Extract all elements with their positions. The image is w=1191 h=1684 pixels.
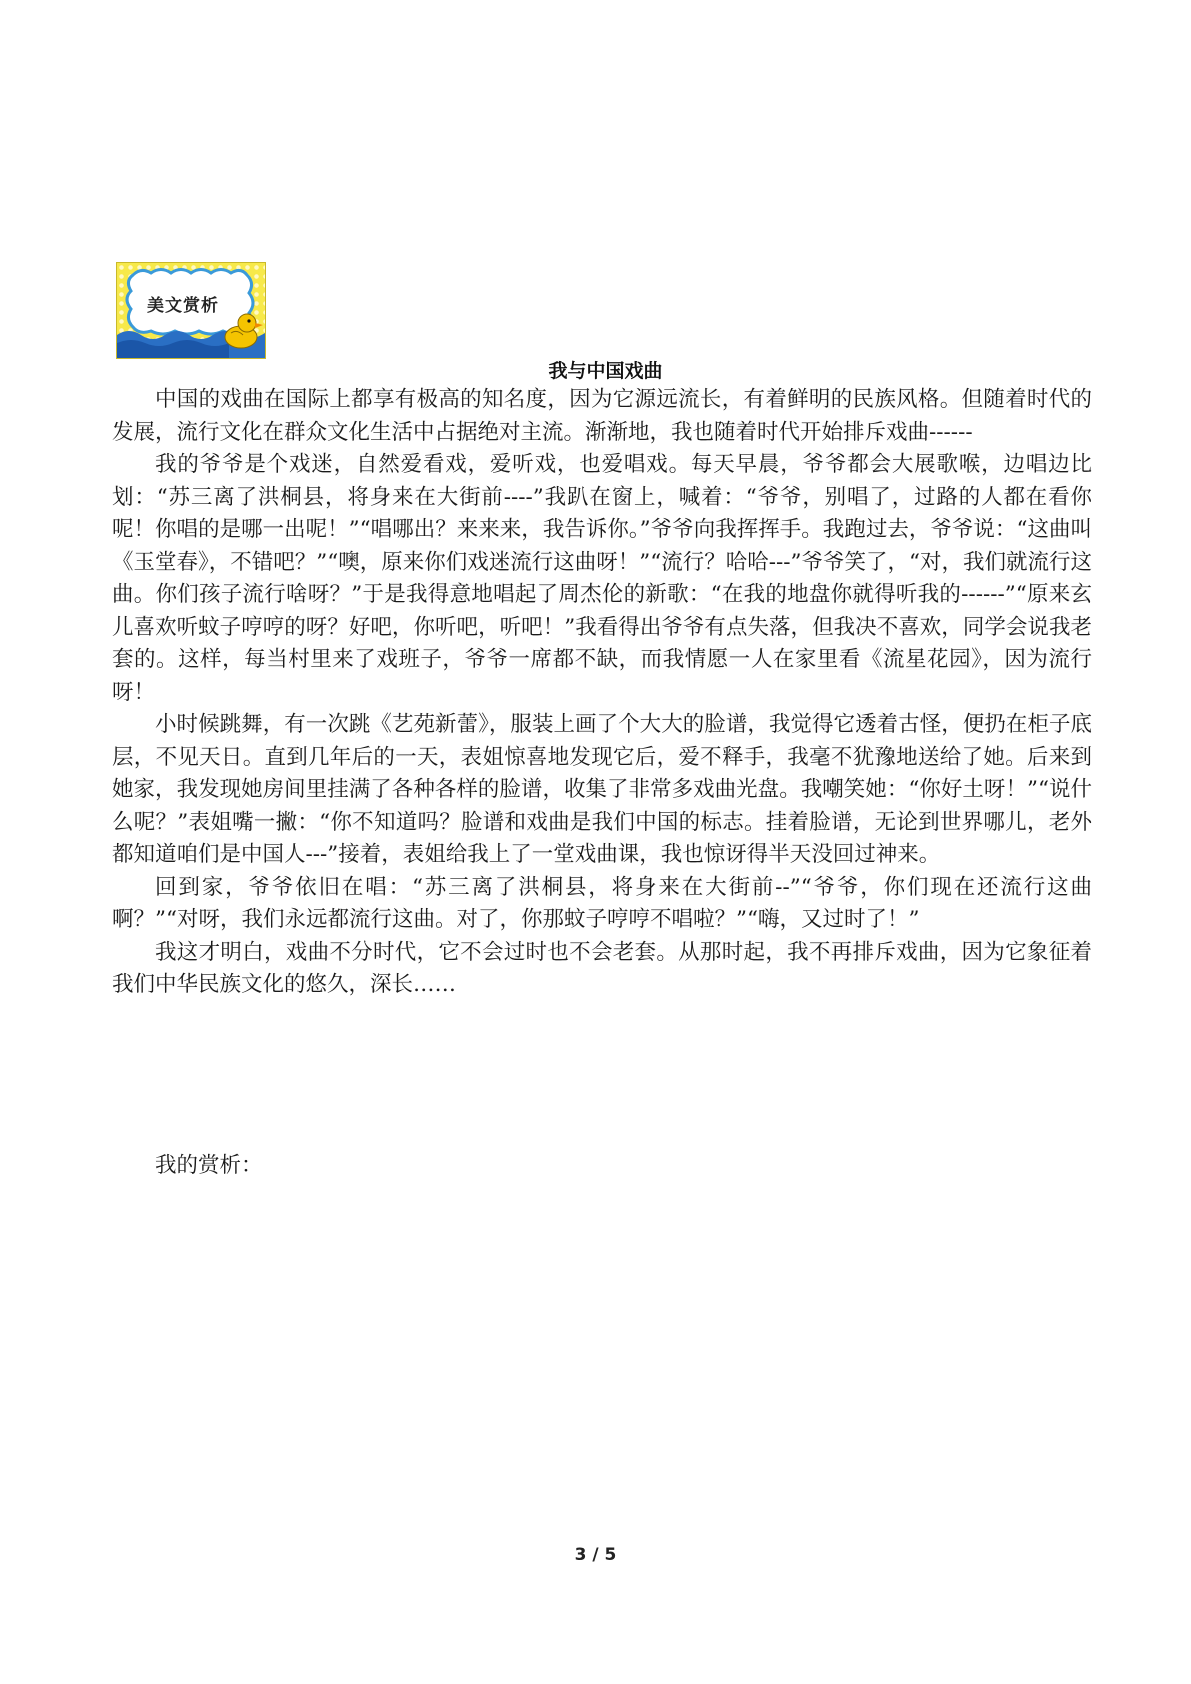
section-badge	[116, 262, 266, 359]
article-body	[112, 384, 1092, 1002]
badge-label: 美文赏析	[147, 296, 219, 316]
analysis-label: 我的赏析：	[155, 1153, 263, 1178]
paragraph: 我这才明白，戏曲不分时代，它不会过时也不会老套。从那时起，我不再排斥戏曲，因为它象征着我们中华民族文化的悠久，深长……	[112, 939, 1092, 997]
paragraph: 中国的戏曲在国际上都享有极高的知名度，因为它源远流长，有着鲜明的民族风格。但随着时代的发展，流行文化在群众文化生活中占据绝对主流。渐渐地，我也随着时代开始排斥戏曲------	[112, 387, 1092, 445]
paragraph: 回到家，爷爷依旧在唱：“苏三离了洪桐县，将身来在大街前--”“爷爷，你们现在还流行这曲啊？”“对呀，我们永远都流行这曲。对了，你那蚊子哼哼不唱啦？”“嗨，又过时了！”	[112, 874, 1092, 932]
page-number: 3 / 5	[574, 1545, 617, 1565]
paragraph: 小时候跳舞，有一次跳《艺苑新蕾》，服装上画了个大大的脸谱，我觉得它透着古怪，便扔在柜子底层，不见天日。直到几年后的一天，表姐惊喜地发现它后，爱不释手，我毫不犹豫地送给了她。后来到她家，我发现她房间里挂满了各种各样的脸谱，收集了非常多戏曲光盘。我嘲笑她：“你好土呀！”“说什么呢？”表姐嘴一撇：“你不知道吗？脸谱和戏曲是我们中国的标志。挂着脸谱，无论到世界哪儿，老外都知道咱们是中国人---”接着，表姐给我上了一堂戏曲课，我也惊讶得半天没回过神来。	[112, 712, 1092, 867]
paragraph: 我的爷爷是个戏迷，自然爱看戏，爱听戏，也爱唱戏。每天早晨，爷爷都会大展歌喉，边唱边比划：“苏三离了洪桐县，将身来在大街前----”我趴在窗上，喊着：“爷爷，别唱了，过路的人都在看你呢！你唱的是哪一出呢！”“唱哪出？来来来，我告诉你。”爷爷向我挥挥手。我跑过去，爷爷说：“这曲叫《玉堂春》，不错吧？”“噢，原来你们戏迷流行这曲呀！”“流行？哈哈---”爷爷笑了，“对，我们就流行这曲。你们孩子流行啥呀？”于是我得意地唱起了周杰伦的新歌：“在我的地盘你就得听我的------”“原来玄儿喜欢听蚊子哼哼的呀？好吧，你听吧，听吧！”我看得出爷爷有点失落，但我决不喜欢，同学会说我老套的。这样，每当村里来了戏班子，爷爷一席都不缺，而我情愿一人在家里看《流星花园》，因为流行呀！	[112, 452, 1092, 705]
article-title: 我与中国戏曲	[548, 360, 663, 382]
